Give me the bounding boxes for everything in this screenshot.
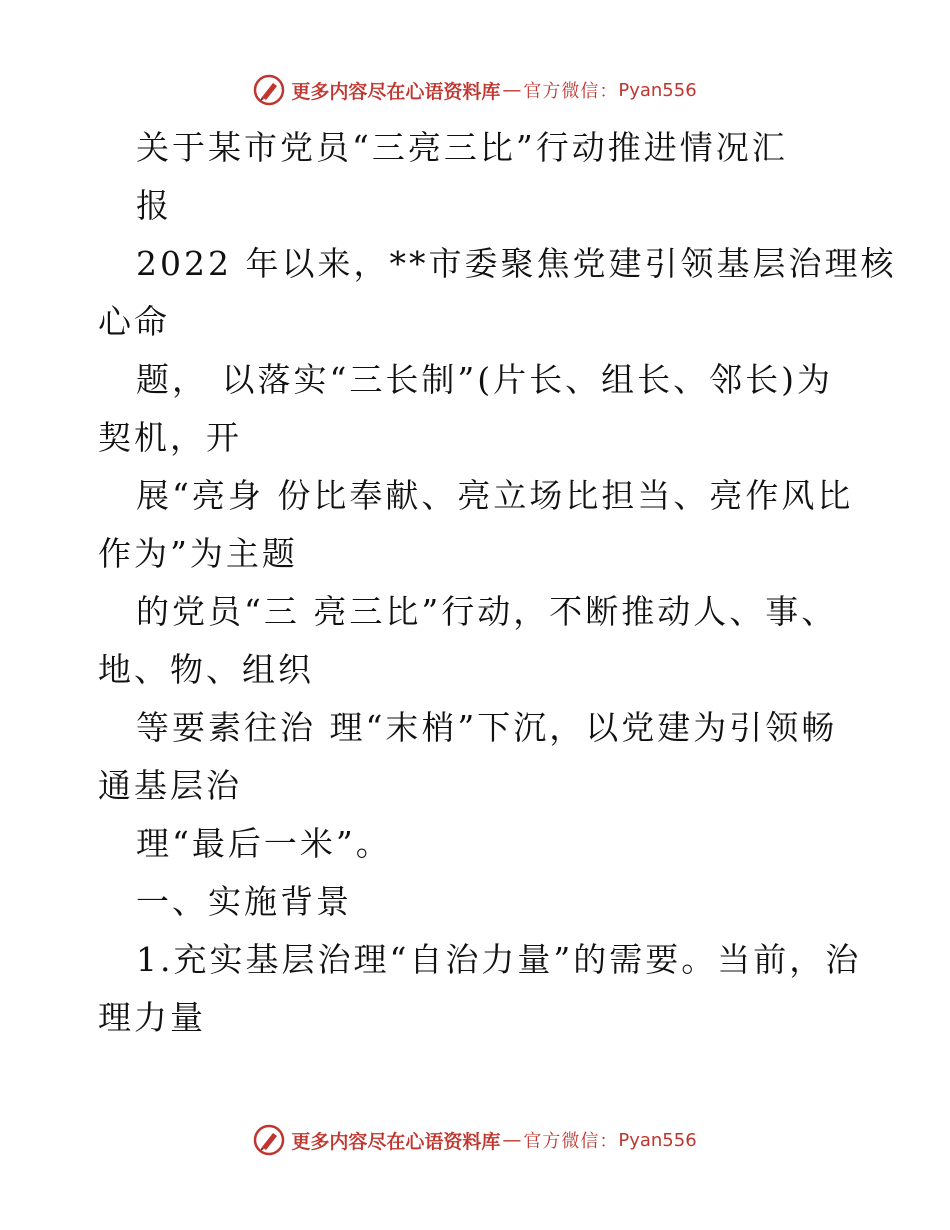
doc-line: 报 bbox=[136, 186, 172, 225]
watermark-wechat-label: 官方微信： bbox=[523, 1131, 619, 1152]
doc-line: 2022 年以来，**市委聚焦党建引领基层治理核 bbox=[136, 244, 897, 283]
doc-line: 等要素往治 理“末梢”下沉，以党建为引领畅 bbox=[136, 708, 838, 747]
watermark-banner-bottom bbox=[0, 1122, 950, 1158]
doc-line: 理力量 bbox=[98, 998, 206, 1037]
doc-line: 心命 bbox=[98, 302, 170, 341]
watermark-banner-top bbox=[0, 72, 950, 108]
doc-line: 作为”为主题 bbox=[98, 534, 298, 573]
doc-line: 1.充实基层治理“自治力量”的需要。当前，治 bbox=[136, 940, 862, 979]
watermark-text: 更多内容尽在心语资料库 bbox=[291, 1130, 501, 1153]
doc-line: 地、物、组织 bbox=[98, 650, 314, 689]
watermark-dash: — bbox=[502, 79, 522, 101]
pen-logo-icon bbox=[253, 74, 285, 106]
doc-line: 通基层治 bbox=[98, 766, 242, 805]
section-heading: 一、实施背景 bbox=[136, 882, 352, 921]
doc-line: 展“亮身 份比奉献、亮立场比担当、亮作风比 bbox=[136, 476, 854, 515]
watermark-dash: — bbox=[502, 1129, 522, 1151]
watermark-text: 更多内容尽在心语资料库 bbox=[291, 80, 501, 103]
watermark-wechat-id: Pyan556 bbox=[618, 79, 697, 101]
doc-line: 的党员“三 亮三比”行动，不断推动人、事、 bbox=[136, 592, 838, 631]
doc-line: 关于某市党员“三亮三比”行动推进情况汇 bbox=[136, 128, 788, 167]
watermark-wechat-id: Pyan556 bbox=[618, 1129, 697, 1151]
doc-line: 题， 以落实“三长制”(片长、组长、邻长)为 bbox=[136, 360, 833, 399]
doc-line: 理“最后一米”。 bbox=[136, 824, 392, 863]
pen-logo-icon bbox=[253, 1124, 285, 1156]
doc-line: 契机，开 bbox=[98, 418, 242, 457]
watermark-wechat-label: 官方微信： bbox=[523, 81, 619, 102]
